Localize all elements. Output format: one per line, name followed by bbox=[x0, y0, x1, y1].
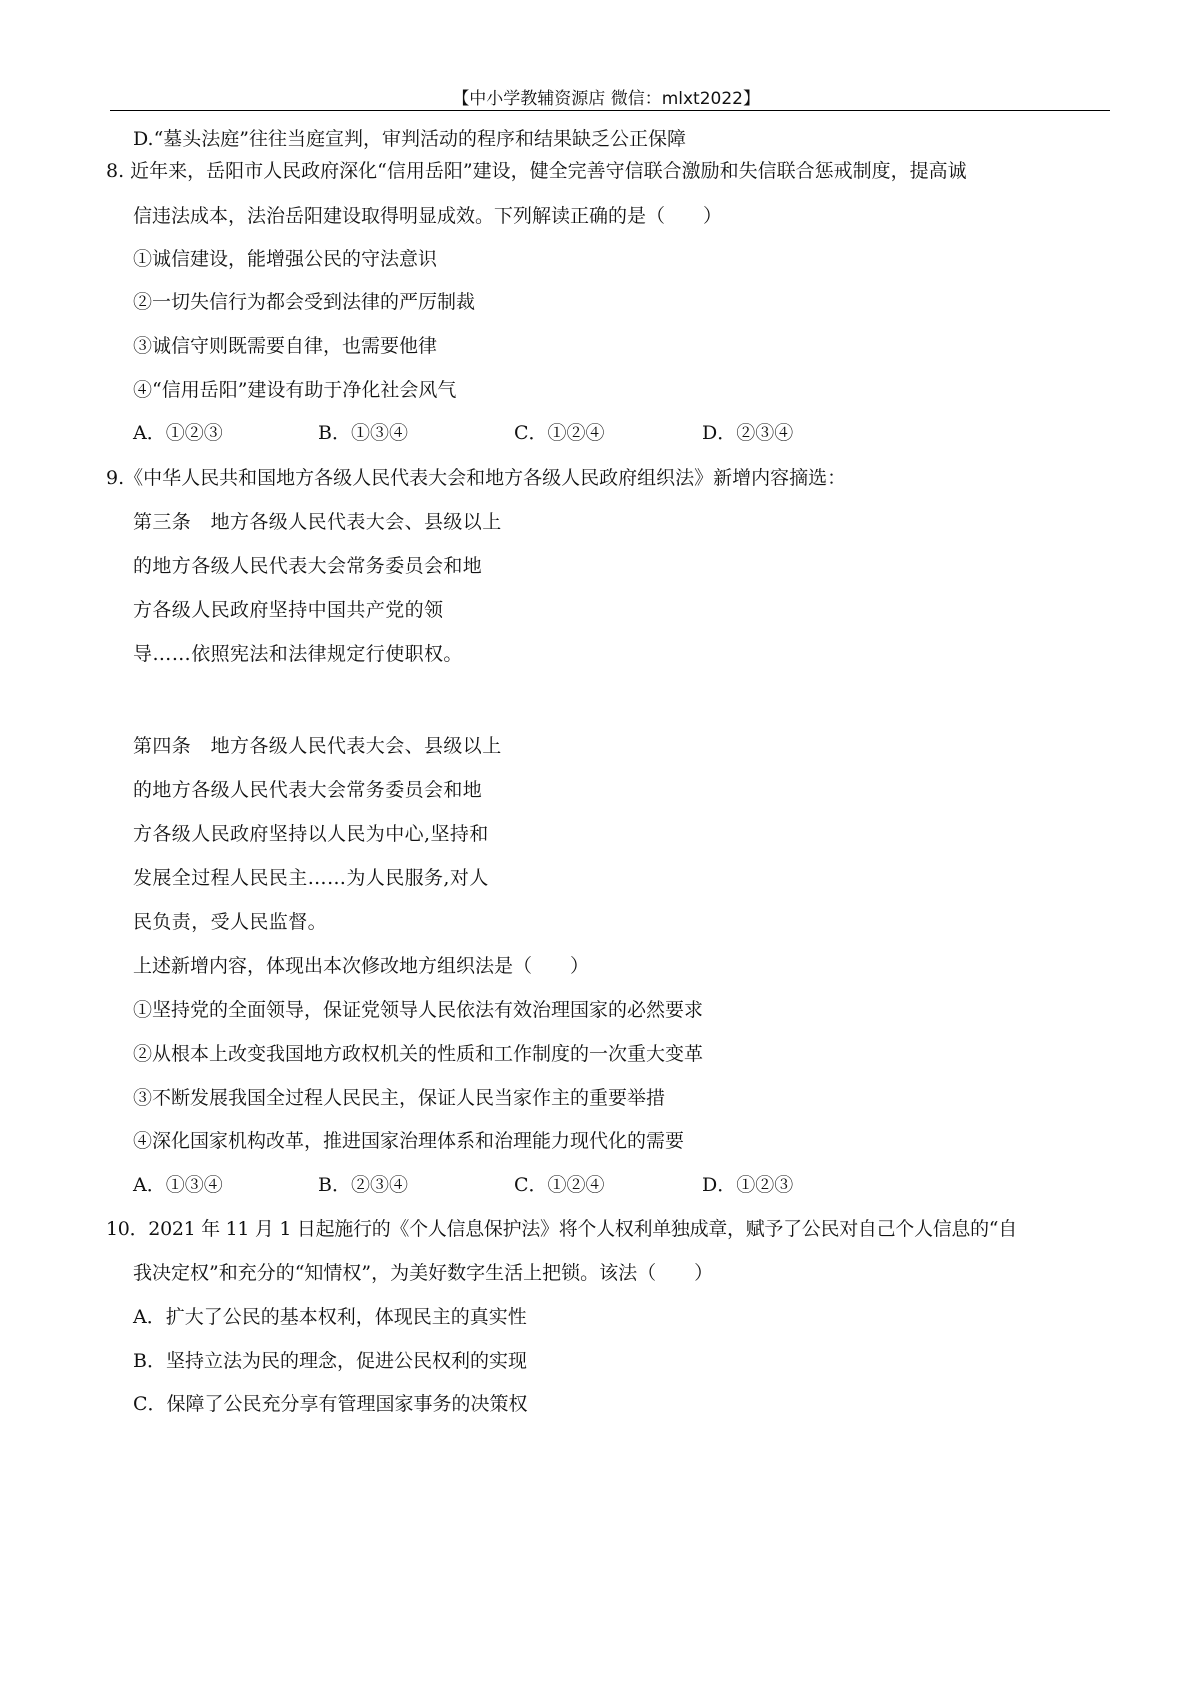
q8-stem-line2: 信违法成本，法治岳阳建设取得明显成效。下列解读正确的是（ ） bbox=[133, 205, 723, 227]
q9-art4-line1: 第四条 地方各级人民代表大会、县级以上 bbox=[133, 735, 502, 757]
q9-item-1: ①坚持党的全面领导，保证党领导人民依法有效治理国家的必然要求 bbox=[133, 999, 704, 1021]
q9-stem: 9.《中华人民共和国地方各级人民代表大会和地方各级人民政府组织法》新增内容摘选： bbox=[106, 467, 847, 489]
q8-option-a: A．①②③ bbox=[133, 422, 223, 444]
page-header bbox=[110, 76, 1110, 110]
q9-option-b: B．②③④ bbox=[318, 1174, 408, 1196]
q9-option-c: C．①②④ bbox=[514, 1174, 605, 1196]
q10-option-a: A．扩大了公民的基本权利，体现民主的真实性 bbox=[133, 1306, 527, 1328]
q9-option-a: A．①③④ bbox=[133, 1174, 223, 1196]
header-rule bbox=[110, 110, 1110, 111]
q9-art3-line3: 方各级人民政府坚持中国共产党的领 bbox=[133, 599, 444, 621]
q9-option-d: D．①②③ bbox=[702, 1174, 794, 1196]
q9-art3-line1: 第三条 地方各级人民代表大会、县级以上 bbox=[133, 511, 502, 533]
q8-option-d: D．②③④ bbox=[702, 422, 794, 444]
q10-option-b: B．坚持立法为民的理念，促进公民权利的实现 bbox=[133, 1350, 527, 1372]
q8-item-4: ④“信用岳阳”建设有助于净化社会风气 bbox=[133, 379, 457, 401]
q9-art3-line4: 导……依照宪法和法律规定行使职权。 bbox=[133, 643, 463, 665]
q10-stem-line2: 我决定权”和充分的“知情权”，为美好数字生活上把锁。该法（ ） bbox=[133, 1262, 714, 1284]
q10-option-c: C．保障了公民充分享有管理国家事务的决策权 bbox=[133, 1393, 528, 1415]
q8-option-c: C．①②④ bbox=[514, 422, 605, 444]
q9-art4-line5: 民负责，受人民监督。 bbox=[133, 911, 328, 933]
q9-item-3: ③不断发展我国全过程人民民主，保证人民当家作主的重要举措 bbox=[133, 1087, 666, 1109]
q8-stem-line1: 8. 近年来，岳阳市人民政府深化“信用岳阳”建设，健全完善守信联合激励和失信联合惩戒制度，提高诚 bbox=[106, 160, 967, 182]
q9-art3-line2: 的地方各级人民代表大会常务委员会和地 bbox=[133, 555, 483, 577]
q9-art4-line3: 方各级人民政府坚持以人民为中心,坚持和 bbox=[133, 823, 489, 845]
q8-item-3: ③诚信守则既需要自律，也需要他律 bbox=[133, 335, 438, 357]
q9-question: 上述新增内容，体现出本次修改地方组织法是（ ） bbox=[133, 955, 590, 977]
q8-item-1: ①诚信建设，能增强公民的守法意识 bbox=[133, 248, 438, 270]
q8-item-2: ②一切失信行为都会受到法律的严厉制裁 bbox=[133, 291, 476, 313]
q10-stem-line1: 10．2021 年 11 月 1 日起施行的《个人信息保护法》将个人权利单独成章，赋予了公民对自己个人信息的“自 bbox=[106, 1218, 1017, 1240]
header-text: 【中小学教辅资源店 微信：mlxt2022】 bbox=[452, 89, 760, 109]
q9-item-4: ④深化国家机构改革，推进国家治理体系和治理能力现代化的需要 bbox=[133, 1130, 685, 1152]
q9-art4-line4: 发展全过程人民民主……为人民服务,对人 bbox=[133, 867, 489, 889]
q9-art4-line2: 的地方各级人民代表大会常务委员会和地 bbox=[133, 779, 483, 801]
q9-item-2: ②从根本上改变我国地方政权机关的性质和工作制度的一次重大变革 bbox=[133, 1043, 704, 1065]
q7-option-d: D.“墓头法庭”往往当庭宣判，审判活动的程序和结果缺乏公正保障 bbox=[133, 128, 687, 150]
q8-option-b: B．①③④ bbox=[318, 422, 408, 444]
